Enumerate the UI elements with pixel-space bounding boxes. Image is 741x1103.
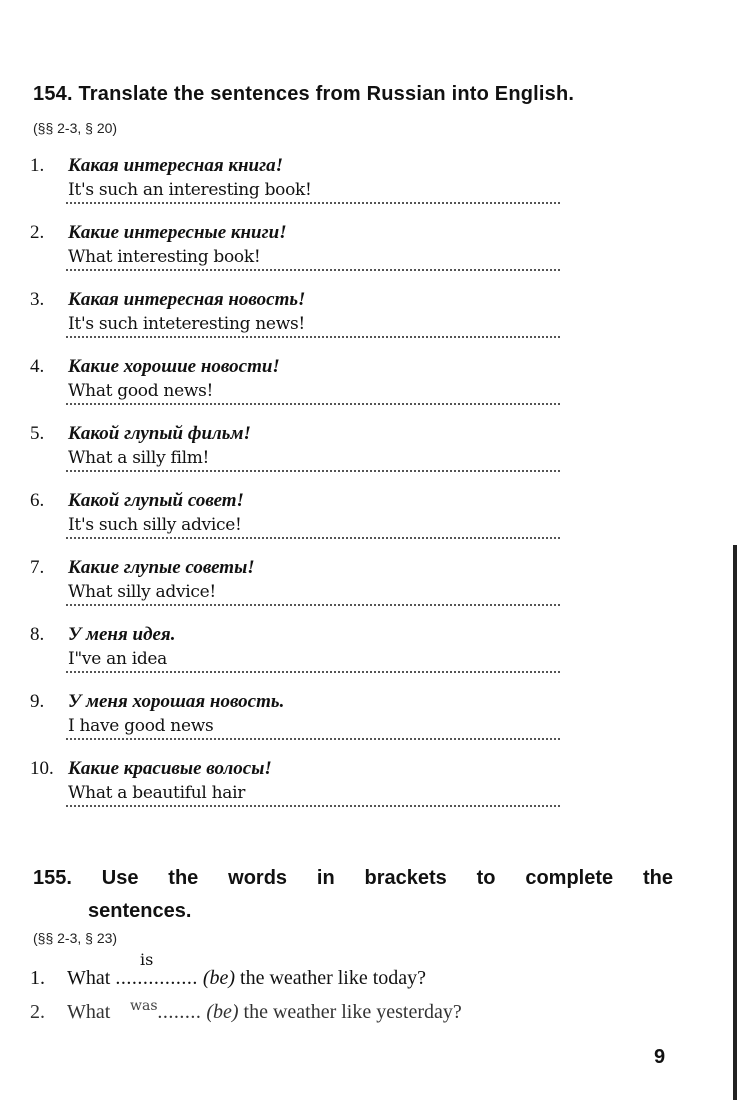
translation-item — [0, 289, 741, 355]
english-answer[interactable]: What a silly film! — [68, 448, 210, 468]
item-number: 3. — [30, 289, 45, 310]
russian-sentence: Какой глупый совет! — [68, 490, 244, 511]
russian-sentence: Какой глупый фильм! — [68, 423, 251, 444]
item-number: 5. — [30, 423, 45, 444]
english-answer[interactable]: It's such silly advice! — [68, 515, 242, 535]
item-number: 4. — [30, 356, 45, 377]
verb-hint: (be) — [206, 1001, 239, 1023]
handwritten-answer: is — [140, 950, 154, 969]
item-number: 10. — [30, 758, 54, 779]
translation-item — [0, 557, 741, 623]
english-answer[interactable]: I"ve an idea — [68, 649, 168, 669]
answer-blank[interactable]: ........ — [157, 1001, 202, 1023]
english-answer[interactable]: What silly advice! — [68, 582, 216, 602]
exercise-154-references: (§§ 2-3, § 20) — [33, 120, 118, 136]
russian-sentence: Какие хорошие новости! — [68, 356, 280, 377]
translation-item — [0, 356, 741, 422]
verb-hint: (be) — [202, 967, 236, 989]
russian-sentence: Какие глупые советы! — [68, 557, 255, 578]
exercise-155-title: 155. Use the words in brackets to complete the — [33, 867, 673, 889]
translation-item — [0, 758, 741, 824]
english-answer[interactable]: It's such an interesting book! — [68, 180, 312, 200]
sentence-end: the weather like yesterday? — [243, 1001, 462, 1023]
translation-item — [0, 490, 741, 556]
english-answer[interactable]: What good news! — [68, 381, 214, 401]
russian-sentence: У меня идея. — [68, 624, 176, 645]
exercise-155-title-continuation: sentences. — [88, 900, 192, 922]
english-answer[interactable]: What a beautiful hair — [68, 783, 246, 803]
handwritten-answer: was — [130, 998, 158, 1014]
answer-line — [66, 470, 560, 472]
answer-line — [66, 537, 560, 539]
answer-blank[interactable]: ............... — [115, 967, 198, 989]
translation-item — [0, 423, 741, 489]
item-number: 1. — [30, 155, 45, 176]
item-number: 9. — [30, 691, 45, 712]
translation-item — [0, 155, 741, 221]
sentence-number: 2. — [30, 1001, 45, 1023]
scan-edge — [733, 545, 737, 1100]
english-answer[interactable]: I have good news — [68, 716, 214, 736]
answer-line — [66, 202, 560, 204]
answer-line — [66, 269, 560, 271]
answer-line — [66, 671, 560, 673]
exercise-155-sentence — [30, 1000, 462, 1024]
answer-line — [66, 336, 560, 338]
translation-item — [0, 624, 741, 690]
item-number: 7. — [30, 557, 45, 578]
sentence-start: What — [67, 967, 111, 989]
sentence-start: What — [67, 1001, 111, 1023]
russian-sentence: Какие интересные книги! — [68, 222, 287, 243]
russian-sentence: Какая интересная книга! — [68, 155, 284, 176]
english-answer[interactable]: What interesting book! — [68, 247, 261, 267]
item-number: 6. — [30, 490, 45, 511]
answer-line — [66, 805, 560, 807]
translation-item — [0, 222, 741, 288]
exercise-155-references: (§§ 2-3, § 23) — [33, 930, 118, 946]
item-number: 2. — [30, 222, 45, 243]
russian-sentence: Какая интересная новость! — [68, 289, 306, 310]
russian-sentence: У меня хорошая новость. — [68, 691, 285, 712]
item-number: 8. — [30, 624, 45, 645]
answer-line — [66, 738, 560, 740]
answer-line — [66, 403, 560, 405]
russian-sentence: Какие красивые волосы! — [68, 758, 272, 779]
sentence-end: the weather like today? — [240, 967, 427, 989]
english-answer[interactable]: It's such inteteresting news! — [68, 314, 305, 334]
exercise-154-title: 154. Translate the sentences from Russian into English. — [33, 83, 575, 105]
page-number: 9 — [654, 1046, 666, 1068]
exercise-155-sentence — [30, 966, 426, 990]
sentence-number: 1. — [30, 967, 45, 989]
translation-item — [0, 691, 741, 757]
answer-line — [66, 604, 560, 606]
